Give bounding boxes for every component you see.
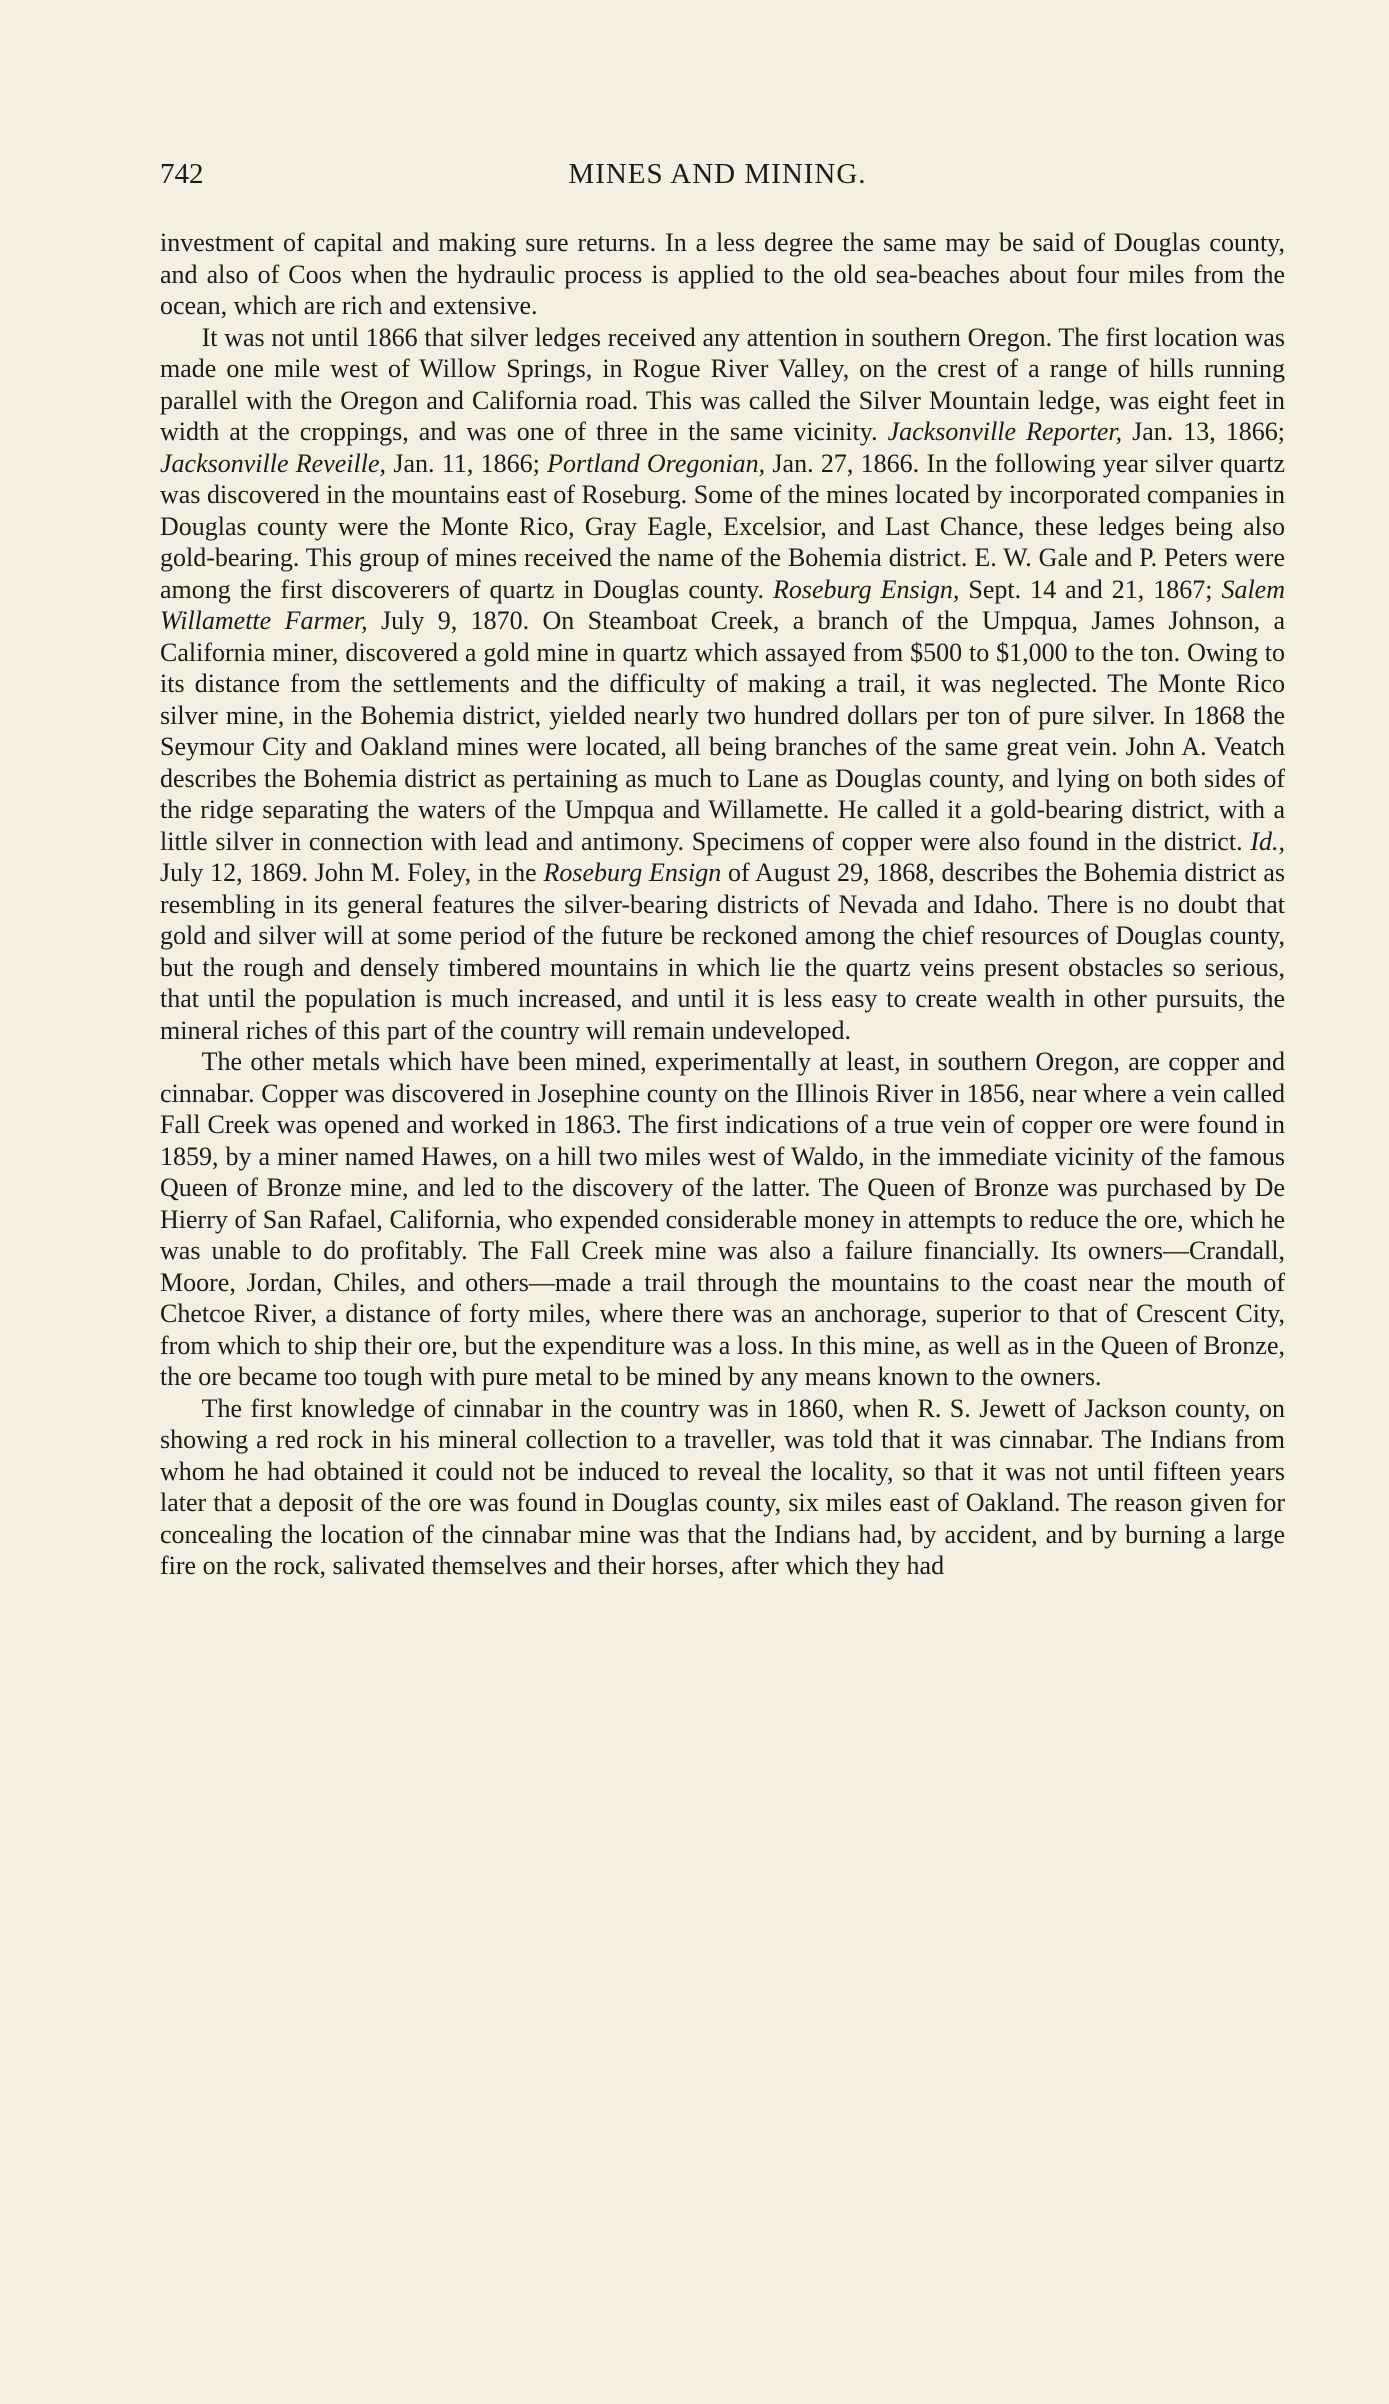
paragraph <box>160 227 1285 322</box>
paragraph-text: Jan. 13, 1866; <box>1122 417 1285 446</box>
paragraph-text: Jan. 27, 1866. In the following year silver quartz was discovered in the mountains east of Roseburg. Some of the mines located by incorporated companies in Douglas county were the Monte Rico, Gray Eagle, Excelsior, and Last Chance, these ledges being also gold-bearing. This group of mines received the name of the Bohemia district. E. W. Gale and P. Peters were among the first discoverers of quartz in Douglas county. <box>160 448 1286 604</box>
paragraph-text: Sept. 14 and 21, 1867; <box>959 574 1222 604</box>
paragraph <box>160 1393 1285 1582</box>
paragraph-text: of August 29, 1868, describes the Bohemia district as resembling in its general features the silver-bearing districts of Nevada and Idaho. There is no doubt that gold and silver will at some period of the future be reckoned among the chief resources of Douglas county, but the rough and densely timbered mountains in which lie the quartz veins present obstacles so serious, that until the population is much increased, and until it is less easy to create wealth in other pursuits, the mineral riches of this part of the country will remain undeveloped. <box>160 858 1285 1045</box>
citation-text: Roseburg Ensign, <box>772 574 960 604</box>
citation-text: Portland Oregonian, <box>547 448 766 478</box>
citation-text: Jacksonville Reveille, <box>160 448 387 478</box>
citation-text: Jacksonville Reporter, <box>887 417 1123 446</box>
page-header <box>160 158 1275 198</box>
citation-text: Roseburg Ensign <box>543 858 722 887</box>
paragraph-text: It was not until 1866 that silver ledges received any attention in southern Oregon. The first location was made one mile west of Willow Springs, in Rogue River Valley, on the crest of a range of hills running parallel with the Oregon and California road. This was called the Silver Mountain ledge, was eight feet in width at the croppings, and was one of three in the same vicinity. <box>160 322 1285 446</box>
body-text <box>160 227 1285 1582</box>
page-number: 742 <box>160 158 204 190</box>
paragraph <box>160 322 1285 1047</box>
paragraph-text: July 9, 1870. On Steamboat Creek, a branch of the Umpqua, James Johnson, a California miner, discovered a gold mine in quartz which assayed from $500 to $1,000 to the ton. Owing to its distance from the settlements and the difficulty of making a trail, it was neglected. The Monte Rico silver mine, in the Bohemia district, yielded nearly two hundred dollars per ton of pure silver. In 1868 the Seymour City and Oakland mines were located, all being branches of the same great vein. John A. Veatch describes the Bohemia district as pertaining as much to Lane as Douglas county, and lying on both sides of the ridge separating the waters of the Umpqua and Willamette. He called it a gold-bearing district, with a little silver in connection with lead and antimony. Specimens of copper were also found in the district. <box>160 606 1285 856</box>
citation-text: Salem Willamette Farmer, <box>160 574 1285 635</box>
paragraph-text: July 12, 1869. John M. Foley, in the <box>160 858 544 887</box>
paragraph-text: investment of capital and making sure returns. In a less degree the same may be said of Douglas county, and also of Coos when the hydraulic process is applied to the old sea-beaches about four miles from the ocean, which are rich and extensive. <box>160 228 1285 320</box>
paragraph-text: Jan. 11, 1866; <box>386 448 548 478</box>
paragraph <box>160 1046 1285 1393</box>
running-title: MINES AND MINING. <box>568 158 867 190</box>
citation-text: Id., <box>1250 826 1285 856</box>
paragraph-text: The first knowledge of cinnabar in the country was in 1860, when R. S. Jewett of Jackson county, on showing a red rock in his mineral collection to a traveller, was told that it was cinnabar. The Indians from whom he had obtained it could not be induced to reveal the locality, so that it was not until fifteen years later that a deposit of the ore was found in Douglas county, six miles east of Oakland. The reason given for concealing the location of the cinnabar mine was that the Indians had, by accident, and by burning a large fire on the rock, salivated themselves and their horses, after which they had <box>160 1393 1285 1580</box>
paragraph-text: The other metals which have been mined, experimentally at least, in southern Oregon, are copper and cinnabar. Copper was discovered in Josephine county on the Illinois River in 1856, near where a vein called Fall Creek was opened and worked in 1863. The first indications of a true vein of copper ore were found in 1859, by a miner named Hawes, on a hill two miles west of Waldo, in the immediate vicinity of the famous Queen of Bronze mine, and led to the discovery of the latter. The Queen of Bronze was purchased by De Hierry of San Rafael, California, who expended considerable money in attempts to reduce the ore, which he was unable to do profitably. The Fall Creek mine was also a failure financially. Its owners—Crandall, Moore, Jordan, Chiles, and others—made a trail through the mountains to the coast near the mouth of Chetcoe River, a distance of forty miles, where there was an anchorage, superior to that of Crescent City, from which to ship their ore, but the expenditure was a loss. In this mine, as well as in the Queen of Bronze, the ore became too tough with pure metal to be mined by any means known to the owners. <box>160 1047 1285 1391</box>
